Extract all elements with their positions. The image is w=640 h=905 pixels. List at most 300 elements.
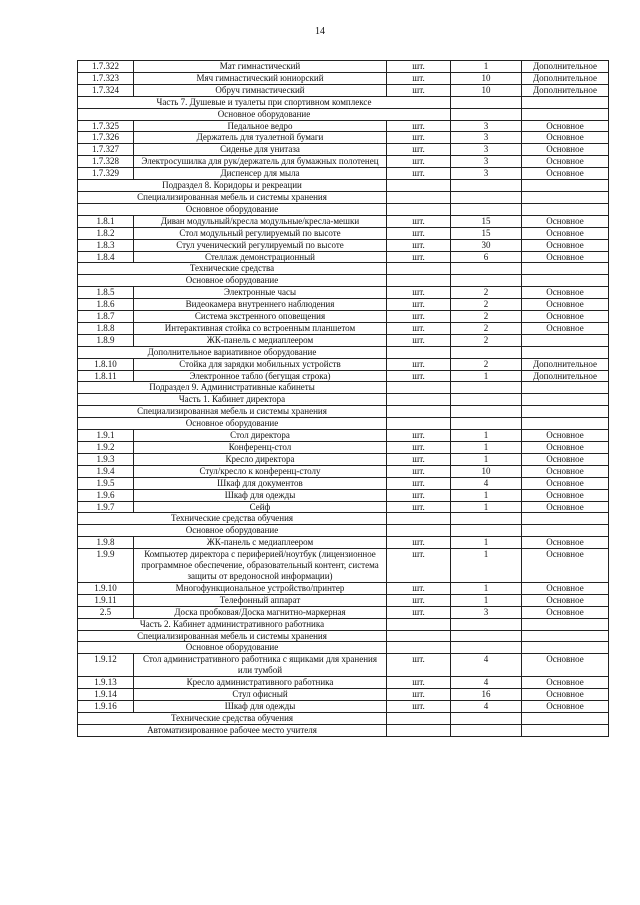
cell-name: Многофункциональное устройство/принтер (134, 582, 387, 594)
cell-code: 1.7.327 (78, 144, 134, 156)
cell-qty: 2 (451, 299, 522, 311)
empty-cell (387, 191, 451, 203)
cell-type: Основное (522, 251, 609, 263)
section-row (78, 525, 609, 537)
cell-qty: 6 (451, 251, 522, 263)
cell-unit: шт. (387, 465, 451, 477)
empty-cell (387, 724, 451, 736)
cell-qty: 1 (451, 594, 522, 606)
cell-unit: шт. (387, 430, 451, 442)
cell-qty: 15 (451, 215, 522, 227)
cell-type: Основное (522, 227, 609, 239)
section-title: Часть 7. Душевые и туалеты при спортивном комплексе (78, 96, 451, 108)
cell-name: Стол модульный регулируемый по высоте (134, 227, 387, 239)
cell-type: Основное (522, 654, 609, 677)
table-row (78, 299, 609, 311)
cell-qty: 1 (451, 453, 522, 465)
empty-cell (451, 513, 522, 525)
cell-unit: шт. (387, 156, 451, 168)
section-title: Основное оборудование (78, 642, 387, 654)
cell-unit: шт. (387, 549, 451, 583)
cell-unit: шт. (387, 322, 451, 334)
cell-unit: шт. (387, 442, 451, 454)
cell-code: 1.8.1 (78, 215, 134, 227)
cell-name: Сиденье для унитаза (134, 144, 387, 156)
cell-name: Электронные часы (134, 287, 387, 299)
cell-code: 1.9.12 (78, 654, 134, 677)
cell-type: Основное (522, 477, 609, 489)
section-row (78, 180, 609, 192)
empty-cell (387, 712, 451, 724)
cell-qty: 2 (451, 334, 522, 346)
empty-cell (451, 394, 522, 406)
section-row (78, 263, 609, 275)
cell-type: Дополнительное (522, 84, 609, 96)
cell-code: 1.9.1 (78, 430, 134, 442)
cell-code: 1.8.3 (78, 239, 134, 251)
table-row (78, 287, 609, 299)
cell-name: Стул ученический регулируемый по высоте (134, 239, 387, 251)
cell-name: Телефонный аппарат (134, 594, 387, 606)
empty-cell (522, 630, 609, 642)
cell-code: 1.8.10 (78, 358, 134, 370)
cell-qty: 4 (451, 677, 522, 689)
cell-unit: шт. (387, 120, 451, 132)
table-row (78, 537, 609, 549)
cell-code: 1.9.2 (78, 442, 134, 454)
cell-unit: шт. (387, 537, 451, 549)
cell-name: Стеллаж демонстрационный (134, 251, 387, 263)
section-row (78, 191, 609, 203)
table-row (78, 358, 609, 370)
cell-qty: 2 (451, 287, 522, 299)
empty-cell (522, 513, 609, 525)
cell-code: 1.9.7 (78, 501, 134, 513)
section-row (78, 394, 609, 406)
section-title: Технические средства обучения (78, 513, 387, 525)
cell-unit: шт. (387, 677, 451, 689)
cell-unit: шт. (387, 251, 451, 263)
empty-cell (451, 418, 522, 430)
table-row (78, 594, 609, 606)
cell-type: Основное (522, 168, 609, 180)
section-row (78, 108, 609, 120)
section-row (78, 346, 609, 358)
cell-unit: шт. (387, 239, 451, 251)
cell-code: 1.8.2 (78, 227, 134, 239)
cell-name: Шкаф для документов (134, 477, 387, 489)
empty-cell (522, 618, 609, 630)
cell-name: Доска пробковая/Доска магнитно-маркерная (134, 606, 387, 618)
table-row (78, 72, 609, 84)
cell-code: 1.8.9 (78, 334, 134, 346)
cell-unit: шт. (387, 311, 451, 323)
cell-name: Обруч гимнастический (134, 84, 387, 96)
cell-unit: шт. (387, 299, 451, 311)
cell-qty: 30 (451, 239, 522, 251)
table-row (78, 465, 609, 477)
cell-type: Основное (522, 700, 609, 712)
cell-qty: 1 (451, 582, 522, 594)
cell-unit: шт. (387, 132, 451, 144)
empty-cell (387, 180, 451, 192)
cell-qty: 1 (451, 537, 522, 549)
table-row (78, 120, 609, 132)
section-row (78, 712, 609, 724)
cell-name: Стол директора (134, 430, 387, 442)
cell-unit: шт. (387, 144, 451, 156)
cell-qty: 3 (451, 144, 522, 156)
empty-cell (387, 394, 451, 406)
table-row (78, 251, 609, 263)
cell-code: 1.8.11 (78, 370, 134, 382)
cell-type: Дополнительное (522, 61, 609, 73)
cell-code: 1.7.326 (78, 132, 134, 144)
empty-cell (451, 96, 522, 108)
cell-unit: шт. (387, 654, 451, 677)
section-title: Часть 1. Кабинет директора (78, 394, 387, 406)
empty-cell (387, 525, 451, 537)
cell-type: Основное (522, 144, 609, 156)
cell-type: Основное (522, 132, 609, 144)
section-title: Основное оборудование (78, 525, 387, 537)
cell-unit: шт. (387, 501, 451, 513)
cell-name: Видеокамера внутреннего наблюдения (134, 299, 387, 311)
table-row (78, 700, 609, 712)
cell-name: Стул офисный (134, 689, 387, 701)
cell-code: 1.9.13 (78, 677, 134, 689)
cell-name: Сейф (134, 501, 387, 513)
empty-cell (387, 642, 451, 654)
cell-type: Основное (522, 489, 609, 501)
cell-qty: 15 (451, 227, 522, 239)
section-title: Автоматизированное рабочее место учителя (78, 724, 387, 736)
cell-name: Стол административного работника с ящиками для хранения или тумбой (134, 654, 387, 677)
empty-cell (451, 346, 522, 358)
cell-unit: шт. (387, 370, 451, 382)
cell-type: Дополнительное (522, 370, 609, 382)
cell-name: Интерактивная стойка со встроенным планшетом (134, 322, 387, 334)
section-row (78, 275, 609, 287)
empty-cell (522, 642, 609, 654)
cell-qty: 1 (451, 370, 522, 382)
cell-code: 1.9.5 (78, 477, 134, 489)
cell-code: 1.7.329 (78, 168, 134, 180)
section-title: Подраздел 8. Коридоры и рекреации (78, 180, 387, 192)
cell-name: Стойка для зарядки мобильных устройств (134, 358, 387, 370)
cell-qty: 3 (451, 606, 522, 618)
cell-type (522, 334, 609, 346)
cell-name: Шкаф для одежды (134, 489, 387, 501)
table-row (78, 606, 609, 618)
empty-cell (522, 203, 609, 215)
empty-cell (451, 642, 522, 654)
table-row (78, 322, 609, 334)
table-row (78, 84, 609, 96)
table-row (78, 239, 609, 251)
cell-qty: 4 (451, 700, 522, 712)
cell-code: 1.8.4 (78, 251, 134, 263)
table-row (78, 215, 609, 227)
cell-name: ЖК-панель с медиаплеером (134, 537, 387, 549)
empty-cell (522, 418, 609, 430)
cell-qty: 1 (451, 430, 522, 442)
cell-unit: шт. (387, 168, 451, 180)
cell-qty: 1 (451, 61, 522, 73)
table-row (78, 156, 609, 168)
cell-type: Основное (522, 120, 609, 132)
cell-unit: шт. (387, 227, 451, 239)
cell-name: Стул/кресло к конференц-столу (134, 465, 387, 477)
empty-cell (387, 513, 451, 525)
empty-cell (522, 394, 609, 406)
empty-cell (387, 263, 451, 275)
cell-type: Основное (522, 549, 609, 583)
cell-qty: 4 (451, 477, 522, 489)
page-number: 14 (315, 26, 325, 37)
cell-type: Основное (522, 453, 609, 465)
table-row (78, 334, 609, 346)
empty-cell (451, 275, 522, 287)
cell-code: 1.9.3 (78, 453, 134, 465)
cell-code: 1.9.14 (78, 689, 134, 701)
empty-cell (451, 203, 522, 215)
empty-cell (451, 263, 522, 275)
section-row (78, 513, 609, 525)
section-row (78, 642, 609, 654)
empty-cell (387, 418, 451, 430)
cell-code: 1.7.328 (78, 156, 134, 168)
cell-name: Кресло административного работника (134, 677, 387, 689)
cell-code: 1.7.324 (78, 84, 134, 96)
cell-unit: шт. (387, 287, 451, 299)
cell-name: Держатель для туалетной бумаги (134, 132, 387, 144)
cell-type: Основное (522, 430, 609, 442)
cell-qty: 1 (451, 501, 522, 513)
cell-type: Дополнительное (522, 358, 609, 370)
cell-qty: 10 (451, 84, 522, 96)
cell-qty: 1 (451, 549, 522, 583)
section-title: Основное оборудование (78, 203, 387, 215)
cell-unit: шт. (387, 489, 451, 501)
table-row (78, 311, 609, 323)
cell-unit: шт. (387, 453, 451, 465)
empty-cell (522, 724, 609, 736)
empty-cell (451, 712, 522, 724)
empty-cell (387, 630, 451, 642)
empty-cell (451, 180, 522, 192)
empty-cell (522, 712, 609, 724)
cell-qty: 3 (451, 132, 522, 144)
cell-type: Основное (522, 677, 609, 689)
cell-qty: 3 (451, 120, 522, 132)
cell-code: 1.7.322 (78, 61, 134, 73)
table-row (78, 168, 609, 180)
cell-unit: шт. (387, 358, 451, 370)
table-row (78, 677, 609, 689)
section-title: Специализированная мебель и системы хранения (78, 630, 387, 642)
cell-code: 1.8.5 (78, 287, 134, 299)
cell-type: Основное (522, 287, 609, 299)
section-title: Часть 2. Кабинет административного работника (78, 618, 387, 630)
empty-cell (451, 724, 522, 736)
cell-type: Основное (522, 689, 609, 701)
empty-cell (451, 406, 522, 418)
table-row (78, 501, 609, 513)
table-row (78, 582, 609, 594)
table-row (78, 654, 609, 677)
cell-type: Основное (522, 442, 609, 454)
empty-cell (387, 618, 451, 630)
empty-cell (451, 108, 522, 120)
section-row (78, 724, 609, 736)
cell-type: Основное (522, 156, 609, 168)
empty-cell (522, 180, 609, 192)
empty-cell (387, 382, 451, 394)
cell-unit: шт. (387, 700, 451, 712)
cell-code: 1.8.6 (78, 299, 134, 311)
cell-name: Шкаф для одежды (134, 700, 387, 712)
table-row (78, 430, 609, 442)
cell-code: 1.9.10 (78, 582, 134, 594)
cell-unit: шт. (387, 61, 451, 73)
cell-unit: шт. (387, 215, 451, 227)
cell-qty: 1 (451, 489, 522, 501)
cell-name: Кресло директора (134, 453, 387, 465)
empty-cell (387, 275, 451, 287)
empty-cell (522, 96, 609, 108)
table-row (78, 442, 609, 454)
table-row (78, 689, 609, 701)
cell-qty: 10 (451, 72, 522, 84)
cell-type: Основное (522, 299, 609, 311)
section-title: Технические средства (78, 263, 387, 275)
empty-cell (522, 275, 609, 287)
cell-type: Основное (522, 606, 609, 618)
cell-name: Диспенсер для мыла (134, 168, 387, 180)
cell-qty: 2 (451, 358, 522, 370)
table-row (78, 489, 609, 501)
empty-cell (522, 406, 609, 418)
cell-qty: 1 (451, 442, 522, 454)
cell-name: Электросушилка для рук/держатель для бумажных полотенец (134, 156, 387, 168)
cell-name: Электронное табло (бегущая строка) (134, 370, 387, 382)
section-row (78, 618, 609, 630)
cell-qty: 2 (451, 311, 522, 323)
cell-name: Педальное ведро (134, 120, 387, 132)
cell-code: 1.7.325 (78, 120, 134, 132)
table-row (78, 227, 609, 239)
cell-code: 1.9.4 (78, 465, 134, 477)
table-row (78, 453, 609, 465)
cell-unit: шт. (387, 72, 451, 84)
section-row (78, 96, 609, 108)
cell-unit: шт. (387, 477, 451, 489)
cell-name: Мяч гимнастический юниорский (134, 72, 387, 84)
section-row (78, 203, 609, 215)
cell-type: Основное (522, 215, 609, 227)
empty-cell (451, 630, 522, 642)
cell-name: Система экстренного оповещения (134, 311, 387, 323)
cell-unit: шт. (387, 84, 451, 96)
table-row (78, 144, 609, 156)
cell-qty: 2 (451, 322, 522, 334)
cell-type: Основное (522, 322, 609, 334)
equipment-table-body (78, 61, 609, 737)
cell-type: Основное (522, 311, 609, 323)
cell-code: 1.8.7 (78, 311, 134, 323)
cell-unit: шт. (387, 334, 451, 346)
empty-cell (522, 108, 609, 120)
table-row (78, 549, 609, 583)
cell-type: Основное (522, 501, 609, 513)
section-row (78, 406, 609, 418)
section-title: Основное оборудование (78, 418, 387, 430)
cell-code: 1.9.8 (78, 537, 134, 549)
cell-type: Основное (522, 537, 609, 549)
section-row (78, 630, 609, 642)
cell-qty: 3 (451, 156, 522, 168)
cell-unit: шт. (387, 606, 451, 618)
empty-cell (387, 406, 451, 418)
equipment-table (77, 60, 609, 737)
section-row (78, 418, 609, 430)
cell-unit: шт. (387, 594, 451, 606)
table-row (78, 61, 609, 73)
empty-cell (522, 191, 609, 203)
empty-cell (522, 346, 609, 358)
empty-cell (522, 263, 609, 275)
cell-code: 2.5 (78, 606, 134, 618)
section-title: Дополнительное вариативное оборудование (78, 346, 387, 358)
cell-code: 1.9.6 (78, 489, 134, 501)
cell-type: Основное (522, 582, 609, 594)
section-title: Основное оборудование (78, 275, 387, 287)
cell-type: Дополнительное (522, 72, 609, 84)
cell-name: Мат гимнастический (134, 61, 387, 73)
empty-cell (451, 618, 522, 630)
empty-cell (522, 382, 609, 394)
cell-code: 1.9.9 (78, 549, 134, 583)
table-row (78, 477, 609, 489)
cell-type: Основное (522, 465, 609, 477)
cell-name: Конференц-стол (134, 442, 387, 454)
section-title: Подраздел 9. Административные кабинеты (78, 382, 387, 394)
empty-cell (387, 203, 451, 215)
cell-unit: шт. (387, 689, 451, 701)
cell-type: Основное (522, 594, 609, 606)
cell-type: Основное (522, 239, 609, 251)
cell-qty: 3 (451, 168, 522, 180)
empty-cell (451, 525, 522, 537)
table-row (78, 132, 609, 144)
cell-qty: 16 (451, 689, 522, 701)
empty-cell (522, 525, 609, 537)
section-title: Основное оборудование (78, 108, 451, 120)
cell-qty: 4 (451, 654, 522, 677)
empty-cell (451, 382, 522, 394)
section-title: Специализированная мебель и системы хранения (78, 406, 387, 418)
cell-name: Компьютер директора с периферией/ноутбук (лицензионное программное обеспечение, образовательный контент, система защиты от вредоносной информации) (134, 549, 387, 583)
cell-code: 1.7.323 (78, 72, 134, 84)
empty-cell (387, 346, 451, 358)
section-title: Специализированная мебель и системы хранения (78, 191, 387, 203)
section-row (78, 382, 609, 394)
cell-code: 1.8.8 (78, 322, 134, 334)
cell-name: Диван модульный/кресла модульные/кресла-мешки (134, 215, 387, 227)
table-row (78, 370, 609, 382)
cell-unit: шт. (387, 582, 451, 594)
